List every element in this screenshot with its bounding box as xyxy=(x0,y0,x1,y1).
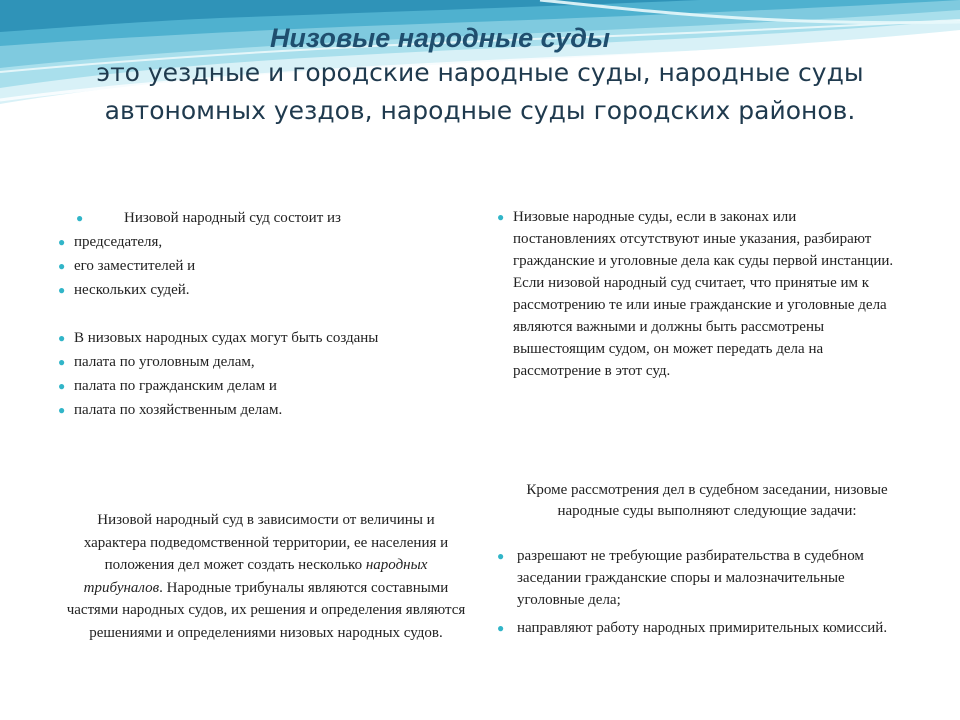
left-bottom-paragraph: Низовой народный суд в зависимости от величины и характера подведомственной территории, ее населения и положения дел может создать несколько народных трибуналов. Народные трибуналы являются составными частями народных судов, их решения и определения являются решениями и определениями низовых народных судов. xyxy=(66,512,466,641)
list-item: ● палата по уголовным делам, xyxy=(58,350,478,374)
bullet-icon: ● xyxy=(497,210,505,224)
bullet-icon: ● xyxy=(58,379,66,393)
bullet-icon: ● xyxy=(58,259,66,273)
right-top-text xyxy=(497,206,897,382)
list-item: ● нескольких судей. xyxy=(58,278,478,302)
slide-subtitle: это уездные и городские народные суды, народные суды автономных уездов, народные суды городских районов. xyxy=(96,58,864,125)
spacer xyxy=(58,302,478,326)
list-item: ● председателя, xyxy=(58,230,478,254)
bullet-icon: ● xyxy=(76,211,84,225)
bullet-icon: ● xyxy=(58,403,66,417)
list-item: ● В низовых народных судах могут быть созданы xyxy=(58,326,478,350)
list-item: ● разрешают не требующие разбирательства в судебном заседании гражданские споры и малозначительные уголовные дела; xyxy=(497,545,897,611)
bullet-icon: ● xyxy=(497,621,505,635)
bullet-icon: ● xyxy=(58,283,66,297)
title-block xyxy=(40,22,920,130)
list-item: ● направляют работу народных примирительных комиссий. xyxy=(497,617,897,639)
list-item: ● палата по гражданским делам и xyxy=(58,374,478,398)
list-item: ● палата по хозяйственным делам. xyxy=(58,398,478,422)
list-item: ● Низовые народные суды, если в законах или постановлениях отсутствуют иные указания, разбирают гражданские и уголовные дела как суды первой инстанции. Если низовой народный суд считает, что принятые им к рассмотрению те или иные гражданские и уголовные дела являются важными и должны быть рассмотрены вышестоящим судом, он может передать дела на рассмотрение в этот суд. xyxy=(497,206,897,382)
right-bottom-intro: Кроме рассмотрения дел в судебном заседании, низовые народные суды выполняют следующие задачи: xyxy=(526,482,888,519)
bullet-icon: ● xyxy=(58,331,66,345)
italic-term: народных трибуналов xyxy=(83,557,428,596)
list-item: ● его заместителей и xyxy=(58,254,478,278)
bullet-icon: ● xyxy=(497,549,505,563)
bullet-icon: ● xyxy=(58,235,66,249)
list-item: ● Низовой народный суд состоит из xyxy=(58,206,478,230)
left-top-list xyxy=(58,206,478,422)
bullet-icon: ● xyxy=(58,355,66,369)
slide-title: Низовые народные суды xyxy=(269,23,611,53)
right-bottom-list xyxy=(497,545,897,645)
